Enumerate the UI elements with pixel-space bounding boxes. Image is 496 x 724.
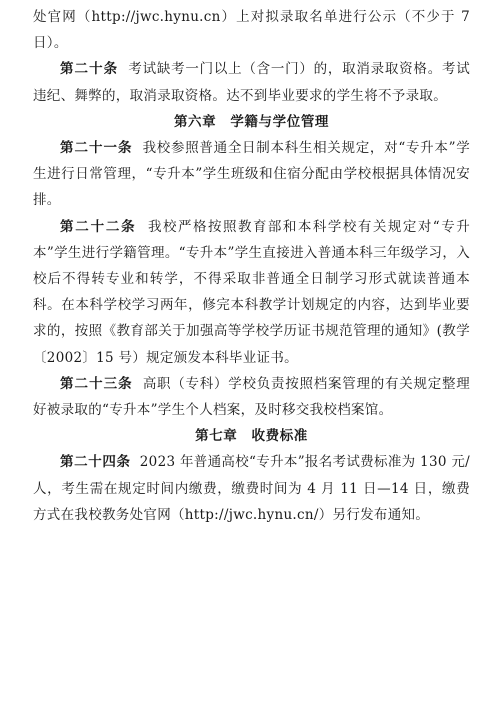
article-label: 第二十条 [60, 61, 119, 78]
article-text: 2023 年普通高校“专升本”报名考试费标准为 130 元/人，考生需在规定时间内缴费，缴费时间为 4 月 11 日—14 日，缴费方式在我校教务处官网（http://jwc.hynu.cn/）另行发布通知。 [33, 454, 470, 523]
article-text: 我校参照普通全日制本科生相关规定，对“专升本”学生进行日常管理，“专升本”学生班级和住宿分配由学校根据具体情况安排。 [33, 140, 471, 209]
article-text: 考试缺考一门以上（含一门）的，取消录取资格。考试违纪、舞弊的，取消录取资格。达不到毕业要求的学生将不予录取。 [33, 61, 470, 104]
article-21 [33, 135, 470, 214]
article-text: 我校严格按照教育部和本科学校有关规定对“专升本”学生进行学籍管理。“专升本”学生直接进入普通本科三年级学习，入校后不得转专业和转学，不得采取非普通全日制学习形式就读普通本科。在本科学校学习两年，修完本科教学计划规定的内容，达到毕业要求的，按照《教育部关于加强高等学校学历证书规范管理的通知》(教学〔2002〕15 号）规定颁发本科毕业证书。 [33, 218, 470, 366]
article-23 [33, 371, 470, 423]
chapter-heading-7: 第七章 收费标准 [195, 428, 308, 445]
article-label: 第二十四条 [60, 454, 131, 471]
paragraph-continuation [33, 4, 470, 56]
chapter-heading-6: 第六章 学籍与学位管理 [173, 113, 330, 130]
article-label: 第二十三条 [60, 375, 133, 392]
article-24 [33, 449, 470, 528]
article-20 [33, 56, 470, 108]
article-label: 第二十二条 [60, 218, 137, 235]
article-label: 第二十一条 [60, 140, 133, 157]
article-text: 高职（专科）学校负责按照档案管理的有关规定整理好被录取的“专升本”学生个人档案，及时移交我校档案馆。 [33, 375, 471, 419]
article-22 [33, 214, 470, 371]
paragraph-text: 处官网（http://jwc.hynu.cn）上对拟录取名单进行公示（不少于 7 日）。 [33, 9, 470, 52]
